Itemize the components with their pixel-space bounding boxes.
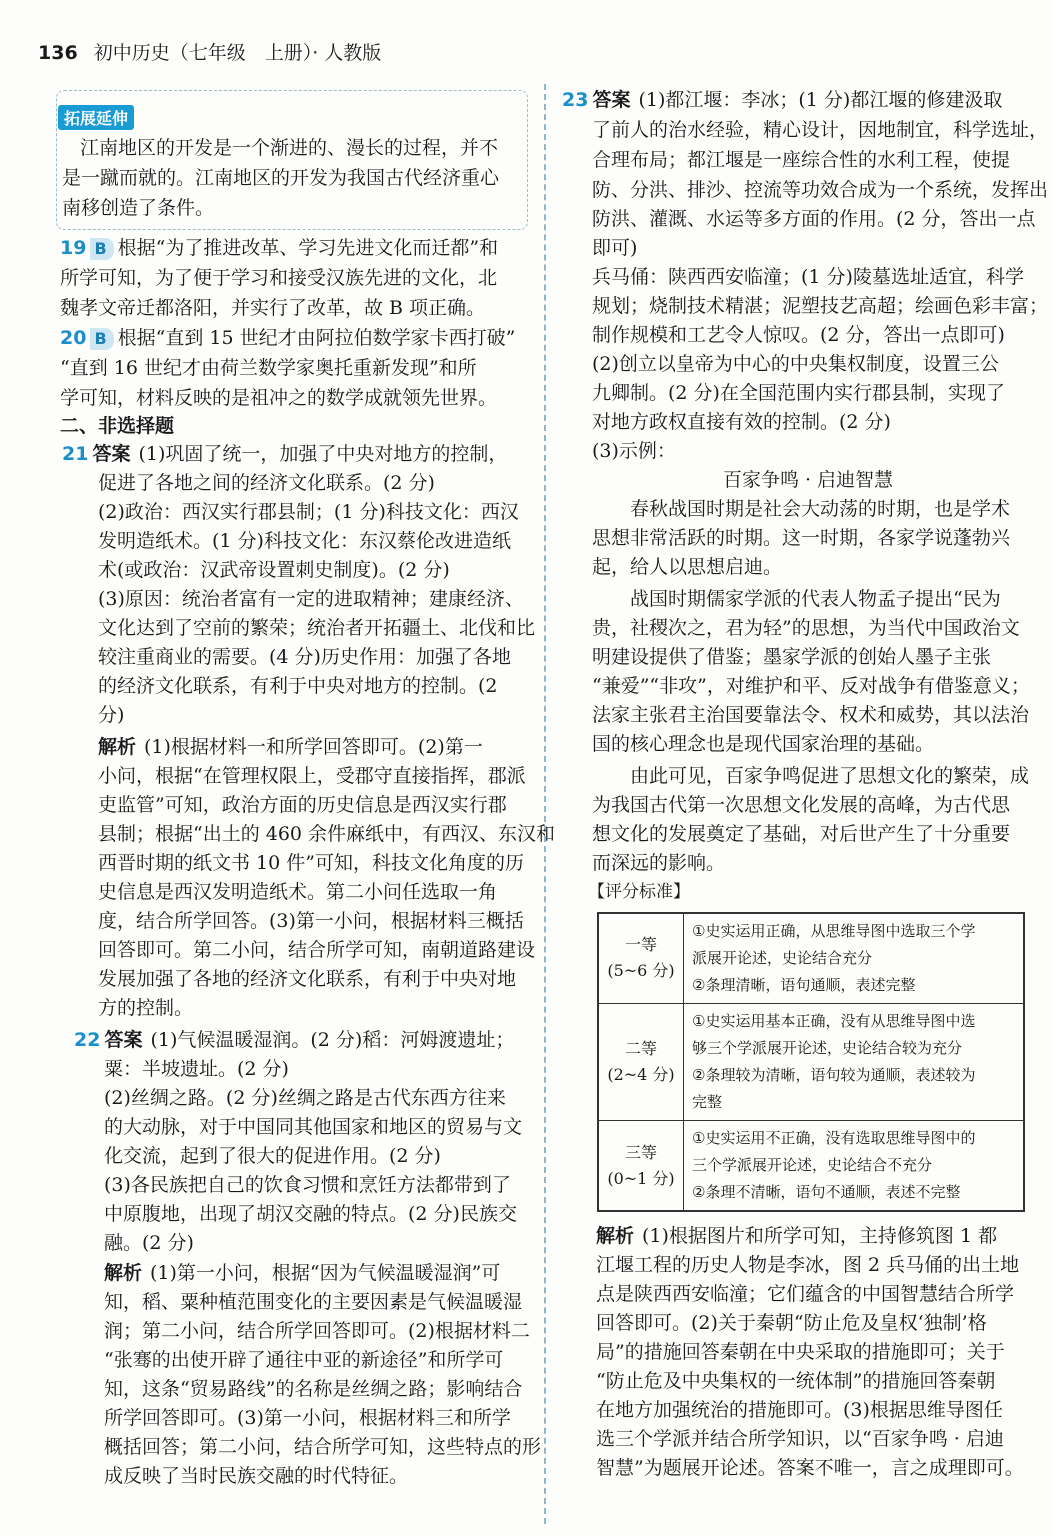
analysis-label: 解析 (104, 1262, 143, 1284)
q21-answer-line: (3)原因：统治者富有一定的进取精神；建康经济、 (98, 588, 524, 610)
essay-line: 春秋战国时期是社会大动荡的时期，也是学术 (630, 498, 1011, 520)
rubric-row (598, 1003, 1024, 1121)
q21-answer-line: 分) (98, 704, 125, 726)
q23-answer-line: 即可) (592, 237, 638, 259)
book-title: 初中历史（七年级 上册）· 人教版 (93, 42, 382, 64)
q20-line: “直到 16 世纪才由荷兰数学家奥托重新发现”和所 (60, 357, 477, 379)
q23-answer-line: 兵马俑：陕西西安临潼；(1 分)陵墓选址适宜，科学 (592, 266, 1024, 288)
essay-line: 想文化的发展奠定了基础，对后世产生了十分重要 (592, 823, 1011, 845)
q23-answer-line: 防、分洪、排沙、控流等功效合成为一个系统，发挥出 (592, 179, 1049, 201)
q23-analysis-line: 回答即可。(2)关于秦朝“防止危及皇权‘独制’格 (596, 1312, 987, 1334)
extension-line: 是一蹴而就的。江南地区的开发为我国古代经济重心 (62, 167, 500, 189)
q22-answer-line: 粟：半坡遗址。(2 分) (104, 1058, 289, 1080)
q23-answer-line: (3)示例： (592, 440, 676, 462)
q23-answer-line: 规划；烧制技术精湛；泥塑技艺高超；绘画色彩丰富； (592, 295, 1049, 317)
q21-answer-line: 文化达到了空前的繁荣；统治者开拓疆土、北伐和比 (98, 617, 536, 639)
rubric-desc: ①史实运用正确，从思维导图中选取三个学 派展开论述，史论结合充分 ②条理清晰，语句通顺，表述完整 (684, 913, 1025, 1003)
q22-answer-line: 中原腹地，出现了胡汉交融的特点。(2 分)民族交 (104, 1203, 517, 1225)
q23-answer-line: (2)创立以皇帝为中心的中央集权制度，设置三公 (592, 353, 999, 375)
column-divider (544, 84, 546, 1524)
q23-analysis-line: 智慧”为题展开论述。答案不唯一，言之成理即可。 (596, 1457, 1024, 1479)
essay-line: “兼爱”“非攻”，对维护和平、反对战争有借鉴意义； (592, 675, 1030, 697)
q21-analysis-line: 方的控制。 (98, 997, 194, 1019)
rubric-table (597, 912, 1025, 1212)
q21-answer-line: 21 答案 (1)巩固了统一，加强了中央对地方的控制， (62, 443, 508, 465)
q19-line: 魏孝文帝迁都洛阳，并实行了改革，故 B 项正确。 (60, 297, 486, 319)
q21-answer-line: 术(或政治：汉武帝设置刺史制度)。(2 分) (98, 559, 450, 581)
q19-line: 所学可知，为了便于学习和接受汉族先进的文化，北 (60, 267, 498, 289)
q22-answer-line: 的大动脉，对于中国同其他国家和地区的贸易与文 (104, 1116, 523, 1138)
q21-analysis-line: 史信息是西汉发明造纸术。第二小问任选取一角 (98, 881, 498, 903)
q22-analysis-line: 成反映了当时民族交融的时代特征。 (104, 1465, 409, 1487)
q23-analysis-line: “防止危及中央集权的一统体制”的措施回答秦朝 (596, 1370, 996, 1392)
q19-number: 19 (60, 237, 87, 259)
rubric-row (598, 1121, 1024, 1211)
rubric-desc: ①史实运用基本正确，没有从思维导图中选 够三个学派展开论述，史论结合较为充分 ②条理较为清晰，语句较为通顺，表述较为 完整 (684, 1003, 1025, 1121)
q22-answer-line: 22 答案 (1)气候温暖湿润。(2 分)稻：河姆渡遗址； (74, 1029, 515, 1051)
q22-analysis-line: 润；第二小问，结合所学回答即可。(2)根据材料二 (104, 1320, 530, 1342)
q23-analysis-line: 局”的措施回答秦朝在中央采取的措施即可；关于 (596, 1341, 1005, 1363)
q21-answer-line: (2)政治：西汉实行郡县制；(1 分)科技文化：西汉 (98, 501, 519, 523)
q23-answer-line: 了前人的治水经验，精心设计，因地制宜，科学选址， (592, 119, 1049, 141)
q23-analysis-line: 解析 (1)根据图片和所学可知，主持修筑图 1 都 (596, 1225, 998, 1247)
q21-analysis-line: 发展加强了各地的经济文化联系，有利于中央对地 (98, 968, 517, 990)
q22-analysis-line: 知，稻、粟种植范围变化的主要因素是气候温暖湿 (104, 1291, 523, 1313)
q22-answer-line: 化交流，起到了很大的促进作用。(2 分) (104, 1145, 441, 1167)
rubric-desc: ①史实运用不正确，没有选取思维导图中的 三个学派展开论述，史论结合不充分 ②条理不清晰，语句不通顺，表述不完整 (684, 1121, 1025, 1211)
section-heading: 二、非选择题 (60, 415, 175, 437)
q23-analysis-line: 江堰工程的历史人物是李冰，图 2 兵马俑的出土地 (596, 1254, 1020, 1276)
q22-answer-line: (3)各民族把自己的饮食习惯和烹饪方法都带到了 (104, 1174, 511, 1196)
q22-number: 22 (74, 1029, 101, 1051)
rubric-level: 一等 (5~6 分) (598, 913, 684, 1003)
extension-tag: 拓展延伸 (58, 105, 134, 130)
q21-answer-line: 的经济文化联系，有利于中央对地方的控制。(2 (98, 675, 498, 697)
answer-label: 答案 (104, 1029, 143, 1051)
q23-answer-line: 23 答案 (1)都江堰：李冰；(1 分)都江堰的修建汲取 (562, 89, 1003, 111)
essay-line: 由此可见，百家争鸣促进了思想文化的繁荣，成 (630, 765, 1030, 787)
q20-line: 学可知，材料反映的是祖冲之的数学成就领先世界。 (60, 387, 498, 409)
q20-line: 20 B 根据“直到 15 世纪才由阿拉伯数学家卡西打破” (60, 327, 516, 349)
q22-answer-line: 融。(2 分) (104, 1232, 194, 1254)
q22-analysis-line: 解析 (1)第一小问，根据“因为气候温暖湿润”可 (104, 1262, 501, 1284)
rubric-row (598, 913, 1024, 1003)
q20-answer-badge: B (90, 328, 113, 350)
q21-analysis-line: 县制；根据“出土的 460 余件麻纸中，有西汉、东汉和 (98, 823, 556, 845)
q23-answer-line: 防洪、灌溉、水运等多方面的作用。(2 分，答出一点 (592, 208, 1036, 230)
q22-analysis-line: “张骞的出使开辟了通往中亚的新途径”和所学可 (104, 1349, 504, 1371)
analysis-label: 解析 (98, 736, 137, 758)
q23-answer-line: 合理布局；都江堰是一座综合性的水利工程，使提 (592, 149, 1011, 171)
essay-title: 百家争鸣 · 启迪智慧 (722, 469, 894, 491)
page-number: 136 (38, 42, 78, 64)
q21-analysis-line: 度，结合所学回答。(3)第一小问，根据材料三概括 (98, 910, 524, 932)
q23-answer-line: 制作规模和工艺令人惊叹。(2 分，答出一点即可) (592, 324, 1005, 346)
q21-analysis-line: 解析 (1)根据材料一和所学回答即可。(2)第一 (98, 736, 483, 758)
q23-answer-line: 九卿制。(2 分)在全国范围内实行郡县制，实现了 (592, 382, 1005, 404)
q22-analysis-line: 概括回答；第二小问，结合所学可知，这些特点的形 (104, 1436, 542, 1458)
extension-line: 江南地区的开发是一个渐进的、漫长的过程，并不 (80, 137, 499, 159)
essay-line: 贵，社稷次之，君为轻”的思想，为当代中国政治文 (592, 617, 1020, 639)
answer-label: 答案 (592, 89, 631, 111)
extension-line: 南移创造了条件。 (62, 197, 215, 219)
q22-analysis-line: 知，这条“贸易路线”的名称是丝绸之路；影响结合 (104, 1378, 523, 1400)
q22-answer-line: (2)丝绸之路。(2 分)丝绸之路是古代东西方往来 (104, 1087, 506, 1109)
rubric-level: 二等 (2~4 分) (598, 1003, 684, 1121)
q21-analysis-line: 小问，根据“在管理权限上，受郡守直接指挥，郡派 (98, 765, 526, 787)
essay-line: 为我国古代第一次思想文化发展的高峰，为古代思 (592, 794, 1011, 816)
q23-number: 23 (562, 89, 589, 111)
q19-answer-badge: B (90, 238, 113, 260)
analysis-label: 解析 (596, 1225, 635, 1247)
q21-answer-line: 较注重商业的需要。(4 分)历史作用：加强了各地 (98, 646, 511, 668)
rubric-level: 三等 (0~1 分) (598, 1121, 684, 1211)
q21-analysis-line: 回答即可。第二小问，结合所学可知，南朝道路建设 (98, 939, 536, 961)
q23-analysis-line: 在地方加强统治的措施即可。(3)根据思维导图任 (596, 1399, 1003, 1421)
q19-line: 19 B 根据“为了推进改革、学习先进文化而迁都”和 (60, 237, 499, 259)
q23-analysis-line: 点是陕西西安临潼；它们蕴含的中国智慧结合所学 (596, 1283, 1015, 1305)
rubric-title: 【评分标准】 (588, 882, 690, 902)
essay-line: 明建设提供了借鉴；墨家学派的创始人墨子主张 (592, 646, 992, 668)
q21-answer-line: 促进了各地之间的经济文化联系。(2 分) (98, 472, 435, 494)
essay-line: 国的核心理念也是现代国家治理的基础。 (592, 733, 935, 755)
q23-analysis-line: 选三个学派并结合所学知识，以“百家争鸣 · 启迪 (596, 1428, 1004, 1450)
essay-line: 而深远的影响。 (592, 852, 726, 874)
q23-answer-line: 对地方政权直接有效的控制。(2 分) (592, 411, 891, 433)
essay-line: 战国时期儒家学派的代表人物孟子提出“民为 (630, 588, 1001, 610)
q21-answer-line: 发明造纸术。(1 分)科技文化：东汉蔡伦改进造纸 (98, 530, 511, 552)
q21-number: 21 (62, 443, 89, 465)
answer-label: 答案 (92, 443, 131, 465)
q20-number: 20 (60, 327, 87, 349)
essay-line: 起，给人以思想启迪。 (592, 556, 783, 578)
q21-analysis-line: 吏监管”可知，政治方面的历史信息是西汉实行郡 (98, 794, 507, 816)
q21-analysis-line: 西晋时期的纸文书 10 件”可知，科技文化角度的历 (98, 852, 524, 874)
essay-line: 法家主张君主治国要靠法令、权术和威势，其以法治 (592, 704, 1030, 726)
page-header (38, 38, 381, 74)
q22-analysis-line: 所学回答即可。(3)第一小问，根据材料三和所学 (104, 1407, 511, 1429)
essay-line: 思想非常活跃的时期。这一时期，各家学说蓬勃兴 (592, 527, 1011, 549)
